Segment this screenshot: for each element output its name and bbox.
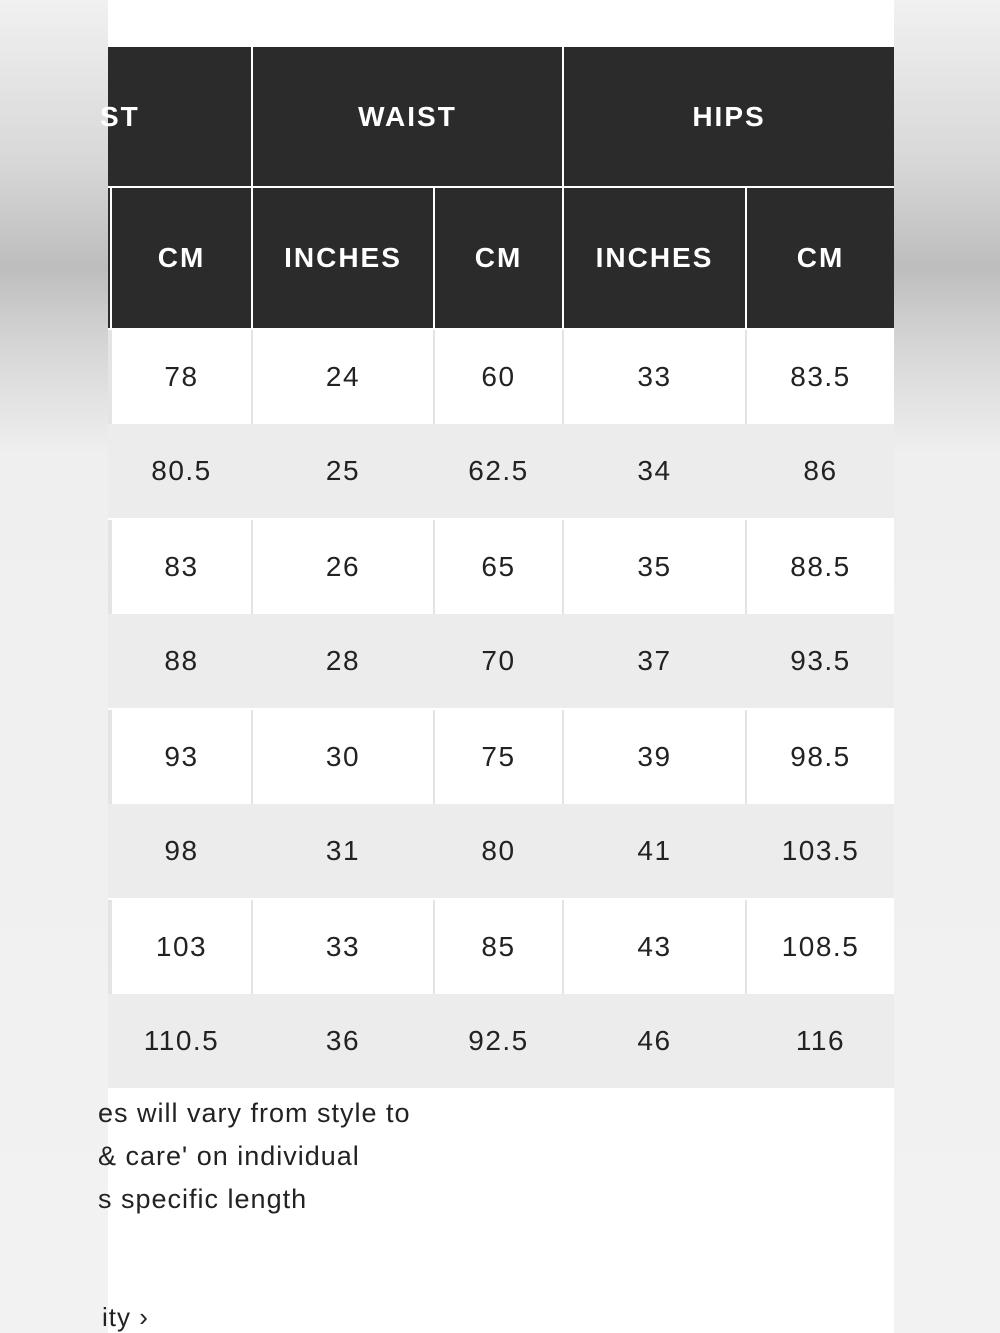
table-cell: 88.5 — [747, 520, 894, 614]
table-cell: 31 — [253, 804, 433, 898]
table-cell: 39 — [564, 710, 745, 804]
blurred-background-right — [892, 0, 1000, 1333]
table-cell: 46 — [564, 994, 745, 1088]
table-row — [108, 804, 894, 898]
table-row — [108, 710, 894, 804]
header-bust-cm: CM — [112, 188, 251, 328]
table-cell: 75 — [435, 710, 562, 804]
table-row — [108, 994, 894, 1088]
table-row — [108, 520, 894, 614]
table-cell: 62.5 — [435, 424, 562, 518]
table-cell: 110.5 — [112, 994, 251, 1088]
table-cell: 103.5 — [747, 804, 894, 898]
size-note-line: es will vary from style to — [98, 1098, 411, 1128]
table-cell: 65 — [435, 520, 562, 614]
table-cell: 98.5 — [747, 710, 894, 804]
table-cell: 108.5 — [747, 900, 894, 994]
table-cell: 24 — [253, 330, 433, 424]
table-cell: 26 — [253, 520, 433, 614]
table-cell: 93.5 — [747, 614, 894, 708]
header-bust: ST — [108, 47, 251, 186]
table-cell: 86 — [747, 424, 894, 518]
blurred-background-left — [0, 0, 110, 1333]
table-cell: 116 — [747, 994, 894, 1088]
table-cell: 83.5 — [747, 330, 894, 424]
table-cell: 34 — [564, 424, 745, 518]
header-unit-row — [108, 188, 894, 328]
table-cell: 60 — [435, 330, 562, 424]
header-hips-inches: INCHES — [564, 188, 745, 328]
header-hips: HIPS — [564, 47, 894, 186]
table-cell: 28 — [253, 614, 433, 708]
table-row — [108, 614, 894, 708]
table-cell: 83 — [112, 520, 251, 614]
table-cell: 30 — [253, 710, 433, 804]
size-note-line: & care' on individual — [98, 1141, 360, 1171]
size-note — [98, 1092, 618, 1221]
header-waist-cm: CM — [435, 188, 562, 328]
header-hips-cm: CM — [747, 188, 894, 328]
table-cell: 70 — [435, 614, 562, 708]
table-cell: 88 — [112, 614, 251, 708]
table-cell: 37 — [564, 614, 745, 708]
table-cell: 33 — [564, 330, 745, 424]
table-cell: 35 — [564, 520, 745, 614]
table-cell: 33 — [253, 900, 433, 994]
table-row — [108, 900, 894, 994]
table-cell: 43 — [564, 900, 745, 994]
table-cell: 36 — [253, 994, 433, 1088]
table-cell: 80.5 — [112, 424, 251, 518]
table-cell: 85 — [435, 900, 562, 994]
table-cell: 80 — [435, 804, 562, 898]
table-cell: 78 — [112, 330, 251, 424]
table-cell: 92.5 — [435, 994, 562, 1088]
table-cell: 25 — [253, 424, 433, 518]
table-cell: 41 — [564, 804, 745, 898]
table-row — [108, 424, 894, 518]
header-waist-inches: INCHES — [253, 188, 433, 328]
table-cell: 103 — [112, 900, 251, 994]
table-row — [108, 330, 894, 424]
size-guide-panel — [98, 0, 894, 1333]
table-cell: 98 — [112, 804, 251, 898]
header-waist: WAIST — [253, 47, 562, 186]
header-cell-cut — [108, 188, 110, 328]
table-cell: 93 — [112, 710, 251, 804]
size-note-line: s specific length — [98, 1184, 308, 1214]
header-group-row — [100, 47, 894, 186]
footer-link[interactable]: ity › — [102, 1302, 149, 1332]
